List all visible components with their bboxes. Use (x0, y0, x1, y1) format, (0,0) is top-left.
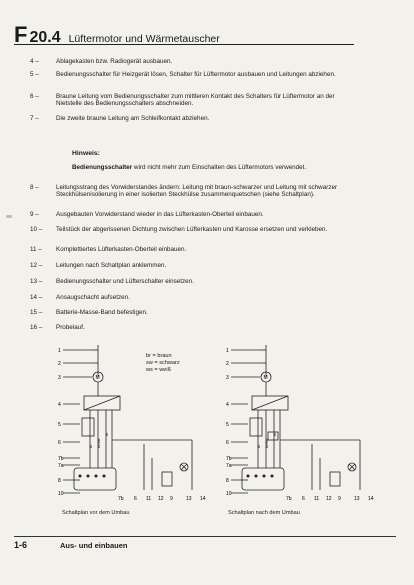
connector-block (242, 468, 284, 490)
note-text: Bedienungsschalter wird nicht mehr zum Einschalten des Lüftermotors verwendet. (72, 164, 307, 171)
footer-title: Aus- und einbauen (60, 541, 128, 550)
side-label: 3 (226, 375, 229, 381)
step-item: 14 – Ansaugschacht aufsetzen. (30, 294, 130, 301)
bottom-label: 14 (368, 496, 374, 502)
bottom-label: 13 (186, 496, 192, 502)
resistor (82, 418, 94, 436)
step-item: 15 – Batterie-Masse-Band befestigen. (30, 309, 148, 316)
side-label: 7a (226, 463, 232, 469)
step-item: 4 – Ablagekasten bzw. Radiogerät ausbauen. (30, 58, 173, 65)
side-label: 7b (226, 456, 232, 462)
side-label: 1 (226, 348, 229, 354)
wire-label: br/sw (96, 438, 101, 448)
step-item: 11 – Komplettiertes Lüfterkasten-Oberteil einbauen. (30, 246, 187, 253)
side-label: 2 (226, 361, 229, 367)
step-item: 8 – Leitungsstrang des Vorwiderstandes ändern: Leitung mit braun-schwarzer und Leitung mit schwarzer Steckhülsenisolierung in einer isolierten Steckhülse zusammenquetschen (siehe Schaltplan). (30, 184, 338, 199)
terminal (95, 475, 98, 478)
terminal (271, 475, 274, 478)
step-item: 6 – Braune Leitung vom Bedienungsschalter zum mittleren Kontakt des Schalters für Lüftermotor an der Nietstelle des Bedienungsschalters abschneiden. (30, 93, 335, 108)
wire-label: br/sw (264, 438, 269, 448)
bottom-label: 11 (314, 496, 320, 502)
switch-diagonal (252, 396, 288, 410)
terminal (263, 475, 266, 478)
page-number: 1-6 (14, 540, 28, 550)
terminal (255, 475, 258, 478)
step-item: 9 – Ausgebauten Vorwiderstand wieder in das Lüfterkasten-Oberteil einbauen. (30, 211, 264, 218)
wire-label: br (88, 444, 93, 448)
side-label: 1 (58, 348, 61, 354)
section-title: Lüftermotor und Wärmetauscher (68, 33, 220, 45)
step-item: 13 – Bedienungsschalter und Lüfterschalter einsetzen. (30, 278, 194, 285)
bottom-label: 9 (338, 496, 341, 502)
diagram-caption-after: Schaltplan nach dem Umbau (228, 510, 300, 516)
step-item: 12 – Leitungen nach Schaltplan anklemmen. (30, 262, 167, 269)
bottom-label: 9 (170, 496, 173, 502)
step-item: 7 – Die zweite braune Leitung am Schleifkontakt abziehen. (30, 115, 210, 122)
note-heading: Hinweis: (72, 150, 100, 157)
page-smudge (6, 215, 12, 218)
side-label: 3 (58, 375, 61, 381)
wiring-diagram-before (52, 340, 217, 505)
bottom-label: 7b (286, 496, 292, 502)
terminal (103, 475, 106, 478)
wire-label: br (104, 432, 109, 436)
side-label: 5 (58, 422, 61, 428)
wire-label: br (272, 432, 277, 436)
bottom-label: 12 (326, 496, 332, 502)
wire-label: br (256, 444, 261, 448)
bottom-label: 13 (354, 496, 360, 502)
side-label: 7b (58, 456, 64, 462)
motor-label: M (263, 375, 268, 381)
switch-component (330, 472, 340, 486)
step-item: 10 – Teilstück der abgerissenen Dichtung zwischen Lüfterkasten und Karosse ersetzen und verkleben. (30, 226, 328, 233)
bottom-label: 11 (146, 496, 152, 502)
bottom-label: 7b (118, 496, 124, 502)
step-item: 16 – Probelauf. (30, 324, 85, 331)
bottom-label: 14 (200, 496, 206, 502)
side-label: 10 (226, 491, 232, 497)
side-label: 7a (58, 463, 64, 469)
side-label: 6 (58, 440, 61, 446)
bottom-label: 6 (134, 496, 137, 502)
step-item: 5 – Bedienungsschalter für Heizgerät lösen, Schalter für Lüftermotor ausbauen und Leitungen abziehen. (30, 71, 336, 78)
diagram-caption-before: Schaltplan vor dem Umbau (62, 510, 130, 516)
resistor (250, 418, 262, 436)
section-code: F (14, 22, 27, 47)
wire-color-legend: br = braun sw = schwarz ws = weiß (146, 353, 180, 373)
section-number: 20.4 (29, 29, 61, 46)
terminal (87, 475, 90, 478)
side-label: 4 (226, 402, 229, 408)
footer-rule (14, 536, 396, 537)
connector-block (74, 468, 116, 490)
terminal (247, 475, 250, 478)
side-label: 8 (58, 478, 61, 484)
motor-label: M (95, 375, 100, 381)
side-label: 8 (226, 478, 229, 484)
side-label: 10 (58, 491, 64, 497)
wiring-diagram-after (220, 340, 385, 505)
side-label: 5 (226, 422, 229, 428)
side-label: 6 (226, 440, 229, 446)
side-label: 4 (58, 402, 61, 408)
bottom-label: 12 (158, 496, 164, 502)
switch-diagonal (84, 396, 120, 410)
terminal (79, 475, 82, 478)
switch-component (162, 472, 172, 486)
header-rule (14, 44, 354, 45)
bottom-label: 6 (302, 496, 305, 502)
side-label: 2 (58, 361, 61, 367)
